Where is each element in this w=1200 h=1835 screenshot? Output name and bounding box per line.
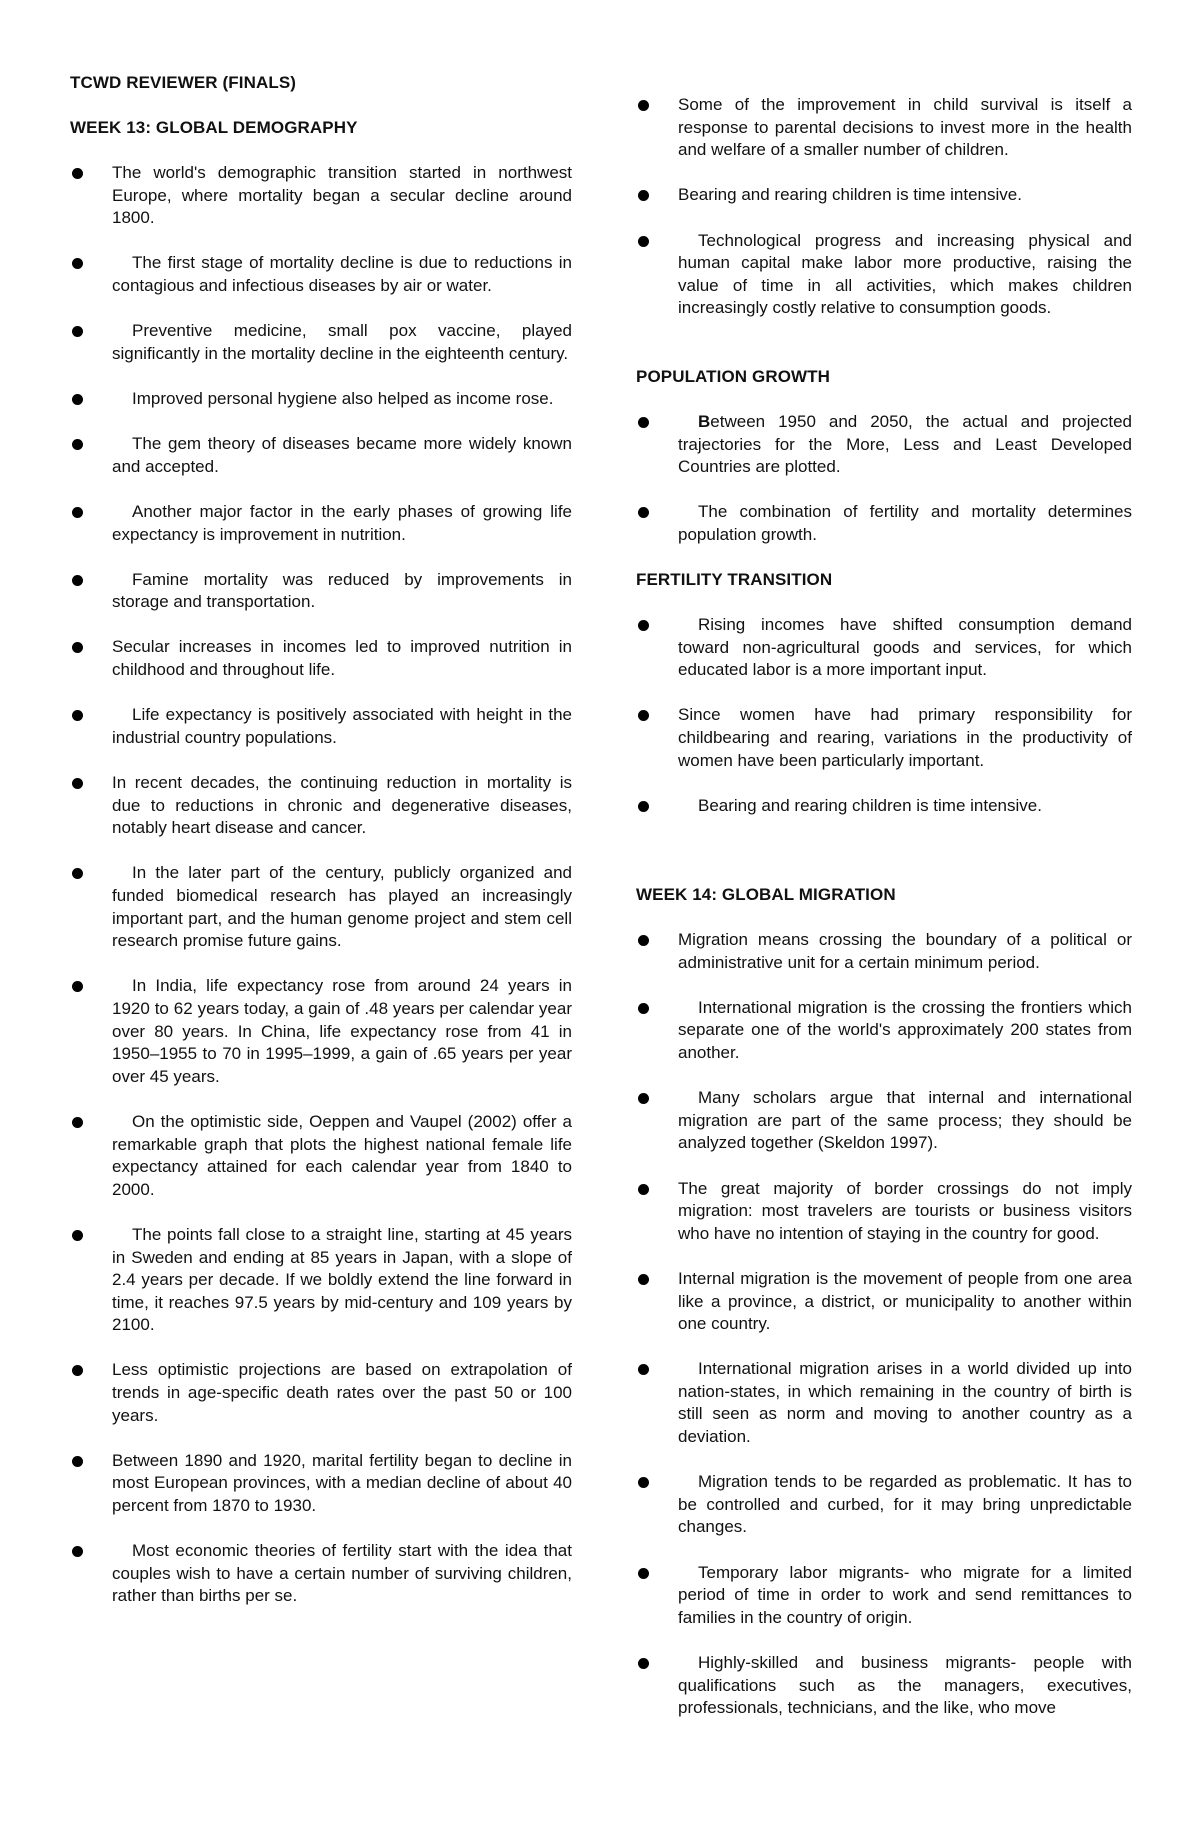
bullet-icon: [72, 710, 83, 721]
list-item: International migration arises in a world divided up into nation-states, in which remaining in the country of birth is still seen as norm and moving to another country as a deviation.: [636, 1358, 1132, 1448]
bullet-icon: [638, 710, 649, 721]
population-growth-list: [636, 411, 1132, 547]
list-item: Most economic theories of fertility start with the idea that couples wish to have a certain number of surviving children, rather than births per se.: [70, 1540, 572, 1608]
bullet-icon: [638, 801, 649, 812]
bullet-icon: [638, 1184, 649, 1195]
document-title: TCWD REVIEWER (FINALS): [70, 73, 297, 92]
bullet-icon: [72, 1456, 83, 1467]
list-item: The points fall close to a straight line, starting at 45 years in Sweden and ending at 85 years in Japan, with a slope of 2.4 years per decade. If we boldly extend the line forward in time, it reaches 97.5 years by mid-century and 109 years by 2100.: [70, 1224, 572, 1337]
bullet-icon: [638, 190, 649, 201]
bullet-icon: [638, 1568, 649, 1579]
list-item: Some of the improvement in child survival is itself a response to parental decisions to invest more in the health and welfare of a smaller number of children.: [636, 94, 1132, 162]
bullet-icon: [72, 1546, 83, 1557]
list-item: Preventive medicine, small pox vaccine, played significantly in the mortality decline in the eighteenth century.: [70, 320, 572, 365]
list-item: Many scholars argue that internal and international migration are part of the same process; they should be analyzed together (Skeldon 1997).: [636, 1087, 1132, 1155]
list-item: Migration tends to be regarded as problematic. It has to be controlled and curbed, for it may bring unpredictable changes.: [636, 1471, 1132, 1539]
week14-list: [636, 929, 1132, 1720]
bullet-icon: [72, 575, 83, 586]
bullet-icon: [72, 1230, 83, 1241]
bullet-icon: [72, 981, 83, 992]
fertility-transition-list: [636, 614, 1132, 817]
list-item: Secular increases in incomes led to improved nutrition in childhood and throughout life.: [70, 636, 572, 681]
drop-letter: B: [698, 412, 711, 431]
list-item: Famine mortality was reduced by improvements in storage and transportation.: [70, 569, 572, 614]
fertility-transition-heading: FERTILITY TRANSITION: [636, 570, 833, 589]
bullet-icon: [72, 258, 83, 269]
population-growth-heading: POPULATION GROWTH: [636, 367, 831, 386]
list-item: Bearing and rearing children is time intensive.: [636, 795, 1132, 818]
bullet-icon: [72, 439, 83, 450]
bullet-icon: [72, 778, 83, 789]
bullet-icon: [72, 1117, 83, 1128]
list-item: International migration is the crossing the frontiers which separate one of the world's approximately 200 states from another.: [636, 997, 1132, 1065]
bullet-icon: [638, 1003, 649, 1014]
list-item: Highly-skilled and business migrants- people with qualifications such as the managers, executives, professionals, technicians, and the like, who move: [636, 1652, 1132, 1720]
bullet-icon: [72, 168, 83, 179]
bullet-icon: [72, 326, 83, 337]
list-item: Life expectancy is positively associated with height in the industrial country populations.: [70, 704, 572, 749]
bullet-icon: [638, 1658, 649, 1669]
list-item: Temporary labor migrants- who migrate for a limited period of time in order to work and send remittances to families in the country of origin.: [636, 1562, 1132, 1630]
bullet-icon: [638, 236, 649, 247]
list-item: On the optimistic side, Oeppen and Vaupel (2002) offer a remarkable graph that plots the highest national female life expectancy attained for each calendar year from 1840 to 2000.: [70, 1111, 572, 1201]
list-item: Since women have had primary responsibility for childbearing and rearing, variations in the productivity of women have been particularly important.: [636, 704, 1132, 772]
bullet-icon: [638, 100, 649, 111]
list-item: The combination of fertility and mortality determines population growth.: [636, 501, 1132, 546]
list-item: In India, life expectancy rose from around 24 years in 1920 to 62 years today, a gain of .48 years per calendar year over 80 years. In China, life expectancy rose from 41 in 1950–1955 to 70 in 1995–1999, a gain of .65 years per year over 45 years.: [70, 975, 572, 1088]
list-item: The world's demographic transition started in northwest Europe, where mortality began a secular decline around 1800.: [70, 162, 572, 230]
week13-list-continued: [636, 94, 1132, 320]
bullet-icon: [638, 620, 649, 631]
bullet-icon: [72, 507, 83, 518]
list-item: Technological progress and increasing physical and human capital make labor more productive, raising the value of time in all activities, which makes children increasingly costly relative to consumption goods.: [636, 230, 1132, 320]
list-item: Bearing and rearing children is time intensive.: [636, 184, 1132, 207]
bullet-icon: [72, 394, 83, 405]
bullet-icon: [72, 642, 83, 653]
list-item: Between 1890 and 1920, marital fertility began to decline in most European provinces, with a median decline of about 40 percent from 1870 to 1930.: [70, 1450, 572, 1518]
list-item: Internal migration is the movement of people from one area like a province, a district, or municipality to another within one country.: [636, 1268, 1132, 1336]
list-item: Improved personal hygiene also helped as income rose.: [70, 388, 572, 411]
list-item: In the later part of the century, publicly organized and funded biomedical research has played an increasingly important part, and the human genome project and stem cell research promise future gains.: [70, 862, 572, 952]
week14-heading: WEEK 14: GLOBAL MIGRATION: [636, 885, 896, 904]
list-item: In recent decades, the continuing reduction in mortality is due to reductions in chronic and degenerative diseases, notably heart disease and cancer.: [70, 772, 572, 840]
list-item: The gem theory of diseases became more widely known and accepted.: [70, 433, 572, 478]
week13-heading: WEEK 13: GLOBAL DEMOGRAPHY: [70, 118, 358, 137]
list-item: The great majority of border crossings do not imply migration: most travelers are tourists or business visitors who have no intention of staying in the country for good.: [636, 1178, 1132, 1246]
list-item: Migration means crossing the boundary of a political or administrative unit for a certain minimum period.: [636, 929, 1132, 974]
bullet-icon: [72, 1365, 83, 1376]
list-item: The first stage of mortality decline is due to reductions in contagious and infectious diseases by air or water.: [70, 252, 572, 297]
bullet-icon: [638, 1093, 649, 1104]
bullet-icon: [638, 507, 649, 518]
week13-list: [70, 162, 572, 1631]
list-item: Rising incomes have shifted consumption demand toward non-agricultural goods and services, for which educated labor is a more important input.: [636, 614, 1132, 682]
bullet-icon: [638, 1477, 649, 1488]
bullet-icon: [638, 1364, 649, 1375]
bullet-icon: [638, 1274, 649, 1285]
list-item: Less optimistic projections are based on extrapolation of trends in age-specific death rates over the past 50 or 100 years.: [70, 1359, 572, 1427]
list-item: Between 1950 and 2050, the actual and projected trajectories for the More, Less and Least Developed Countries are plotted.: [636, 411, 1132, 479]
bullet-icon: [72, 868, 83, 879]
bullet-icon: [638, 417, 649, 428]
list-item: Another major factor in the early phases of growing life expectancy is improvement in nutrition.: [70, 501, 572, 546]
bullet-icon: [638, 935, 649, 946]
